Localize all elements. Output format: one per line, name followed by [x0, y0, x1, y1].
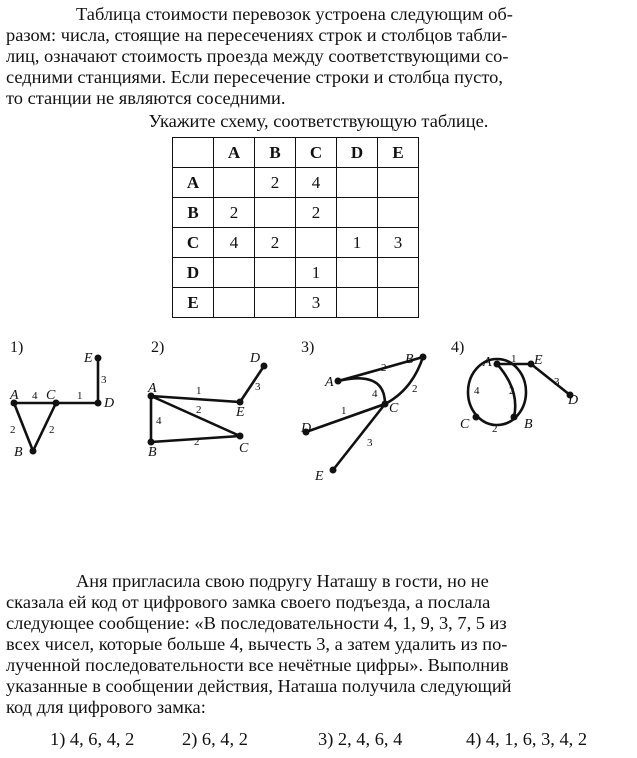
table-cell: 1: [296, 258, 337, 288]
table-cell: 2: [296, 198, 337, 228]
table-cell: 3: [378, 228, 419, 258]
table-cell: 3: [296, 288, 337, 318]
table-row: [173, 258, 419, 288]
graph-diagrams: [0, 330, 637, 490]
edge-weight: 2: [509, 385, 515, 397]
task2-line: следующее сообщение: «В последовательности 4, 1, 9, 3, 7, 5 из: [6, 613, 507, 633]
edge-weight: 3: [554, 376, 560, 388]
node-label: E: [534, 353, 543, 368]
node-label: D: [568, 393, 579, 408]
table-row: [173, 198, 419, 228]
task1-line: то станции не являются соседними.: [6, 88, 286, 108]
edge-weight: 2: [412, 383, 418, 395]
diagram-number: 1): [10, 339, 24, 356]
task2-line: Аня пригласила свою подругу Наташу в гости, но не: [76, 571, 489, 591]
node-label: B: [148, 445, 157, 460]
node-dot: [261, 363, 268, 370]
task1-line: Таблица стоимости перевозок устроена следующим об-: [76, 4, 513, 24]
table-cell: 4: [214, 228, 255, 258]
edge-weight: 1: [341, 405, 347, 417]
table-cell: [214, 288, 255, 318]
table-header-cell: B: [255, 138, 296, 168]
node-label: A: [148, 381, 157, 396]
edge-weight: 3: [255, 381, 261, 393]
diagram-2: [147, 339, 268, 460]
table-cell: [296, 228, 337, 258]
task2-line: сказала ей код от цифрового замка своего подъезда, а послала: [6, 592, 491, 612]
table-header-cell: D: [337, 138, 378, 168]
edge-weight: 2: [49, 424, 55, 436]
answer-option: 2) 6, 4, 2: [182, 729, 248, 749]
node-dot: [95, 400, 102, 407]
diagram-number: 2): [151, 339, 165, 356]
node-label: B: [14, 445, 23, 460]
node-dot: [95, 355, 102, 362]
diagram-2-edges: [151, 366, 264, 442]
table-header-row: [173, 138, 419, 168]
edge-weight: 4: [372, 388, 378, 400]
node-dot: [330, 467, 337, 474]
table-corner-cell: [173, 138, 214, 168]
node-label: C: [46, 388, 56, 403]
table-cell: [255, 258, 296, 288]
node-label: A: [10, 388, 19, 403]
table-row: [173, 168, 419, 198]
task2-line: лученной последовательности все нечётные цифры». Выполнив: [6, 655, 509, 675]
table-cell: 2: [255, 168, 296, 198]
table-cell: [378, 198, 419, 228]
table-cell: [337, 258, 378, 288]
edge-weight: 2: [381, 362, 387, 374]
node-dot: [473, 414, 480, 421]
diagram-4-edges: [497, 364, 570, 417]
table-cell: [214, 168, 255, 198]
table-cell: 4: [296, 168, 337, 198]
table-header-cell: C: [296, 138, 337, 168]
table-cell: [255, 198, 296, 228]
task2-line: всех чисел, которые больше 4, вычесть 3, а затем удалить из по-: [6, 634, 508, 654]
edge-weight: 2: [194, 436, 200, 448]
node-dot: [237, 433, 244, 440]
node-label: E: [315, 469, 324, 484]
node-dot: [420, 354, 427, 361]
row-header-cell: B: [173, 198, 214, 228]
node-dot: [30, 448, 37, 455]
table-cell: [378, 168, 419, 198]
table-cell: 1: [337, 228, 378, 258]
edge-weight: 3: [101, 374, 107, 386]
edge-weight: 4: [156, 415, 162, 427]
node-label: D: [104, 396, 115, 411]
node-label: A: [325, 375, 334, 390]
table-header-cell: A: [214, 138, 255, 168]
diagram-1: [9, 339, 114, 460]
task1-line: лиц, означают стоимость проезда между соответствующими со-: [6, 46, 509, 66]
node-dot: [511, 414, 518, 421]
edge-weight: 2: [10, 424, 16, 436]
table-cell: [378, 288, 419, 318]
node-label: B: [524, 417, 533, 432]
table-row: [173, 228, 419, 258]
node-label: B: [405, 352, 414, 367]
diagram-4: [451, 339, 578, 435]
node-label: C: [239, 441, 249, 456]
node-label: D: [301, 421, 312, 436]
task2-line: код для цифрового замка:: [6, 697, 206, 717]
node-dot: [335, 378, 342, 385]
edge-weight: 1: [196, 385, 202, 397]
task1-line: седними станциями. Если пересечение строки и столбца пусто,: [6, 67, 503, 87]
task1-line: разом: числа, стоящие на пересечениях строк и столбцов табли-: [6, 25, 508, 45]
task2-text: [6, 571, 631, 718]
diagram-number: 4): [451, 339, 465, 356]
row-header-cell: A: [173, 168, 214, 198]
node-label: A: [483, 355, 492, 370]
edge-weight: 2: [492, 423, 498, 435]
node-label: E: [236, 405, 245, 420]
node-label: D: [250, 351, 261, 366]
table-cell: [337, 198, 378, 228]
node-dot: [382, 401, 389, 408]
table-cell: [337, 168, 378, 198]
answer-option: 3) 2, 4, 6, 4: [318, 729, 403, 749]
edge-weight: 3: [367, 437, 373, 449]
table-cell: 2: [214, 198, 255, 228]
diagram-number: 3): [301, 339, 315, 356]
table-cell: [337, 288, 378, 318]
node-dot: [494, 361, 501, 368]
node-label: C: [389, 401, 399, 416]
table-cell: 2: [255, 228, 296, 258]
table-cell: [255, 288, 296, 318]
cost-table: [172, 137, 419, 318]
row-header-cell: D: [173, 258, 214, 288]
answer-option: 4) 4, 1, 6, 3, 4, 2: [466, 729, 588, 749]
edge-weight: 1: [511, 353, 517, 365]
node-label: E: [84, 351, 93, 366]
edge-weight: 1: [77, 390, 83, 402]
row-header-cell: C: [173, 228, 214, 258]
table-header-cell: E: [378, 138, 419, 168]
table-row: [173, 288, 419, 318]
edge-weight: 4: [32, 390, 38, 402]
diagram-3: [300, 339, 427, 484]
table-cell: [378, 258, 419, 288]
task1-question: Укажите схему, соответствующую таблице.: [148, 111, 489, 131]
answer-option: 1) 4, 6, 4, 2: [50, 729, 135, 749]
table-cell: [214, 258, 255, 288]
diagram-3-edges: [306, 357, 423, 470]
edge-weight: 4: [474, 385, 480, 397]
edge-weight: 2: [196, 404, 202, 416]
task2-line: указанные в сообщении действия, Наташа получила следующий: [6, 676, 512, 696]
node-label: C: [460, 417, 470, 432]
row-header-cell: E: [173, 288, 214, 318]
task1-text: [6, 4, 631, 132]
